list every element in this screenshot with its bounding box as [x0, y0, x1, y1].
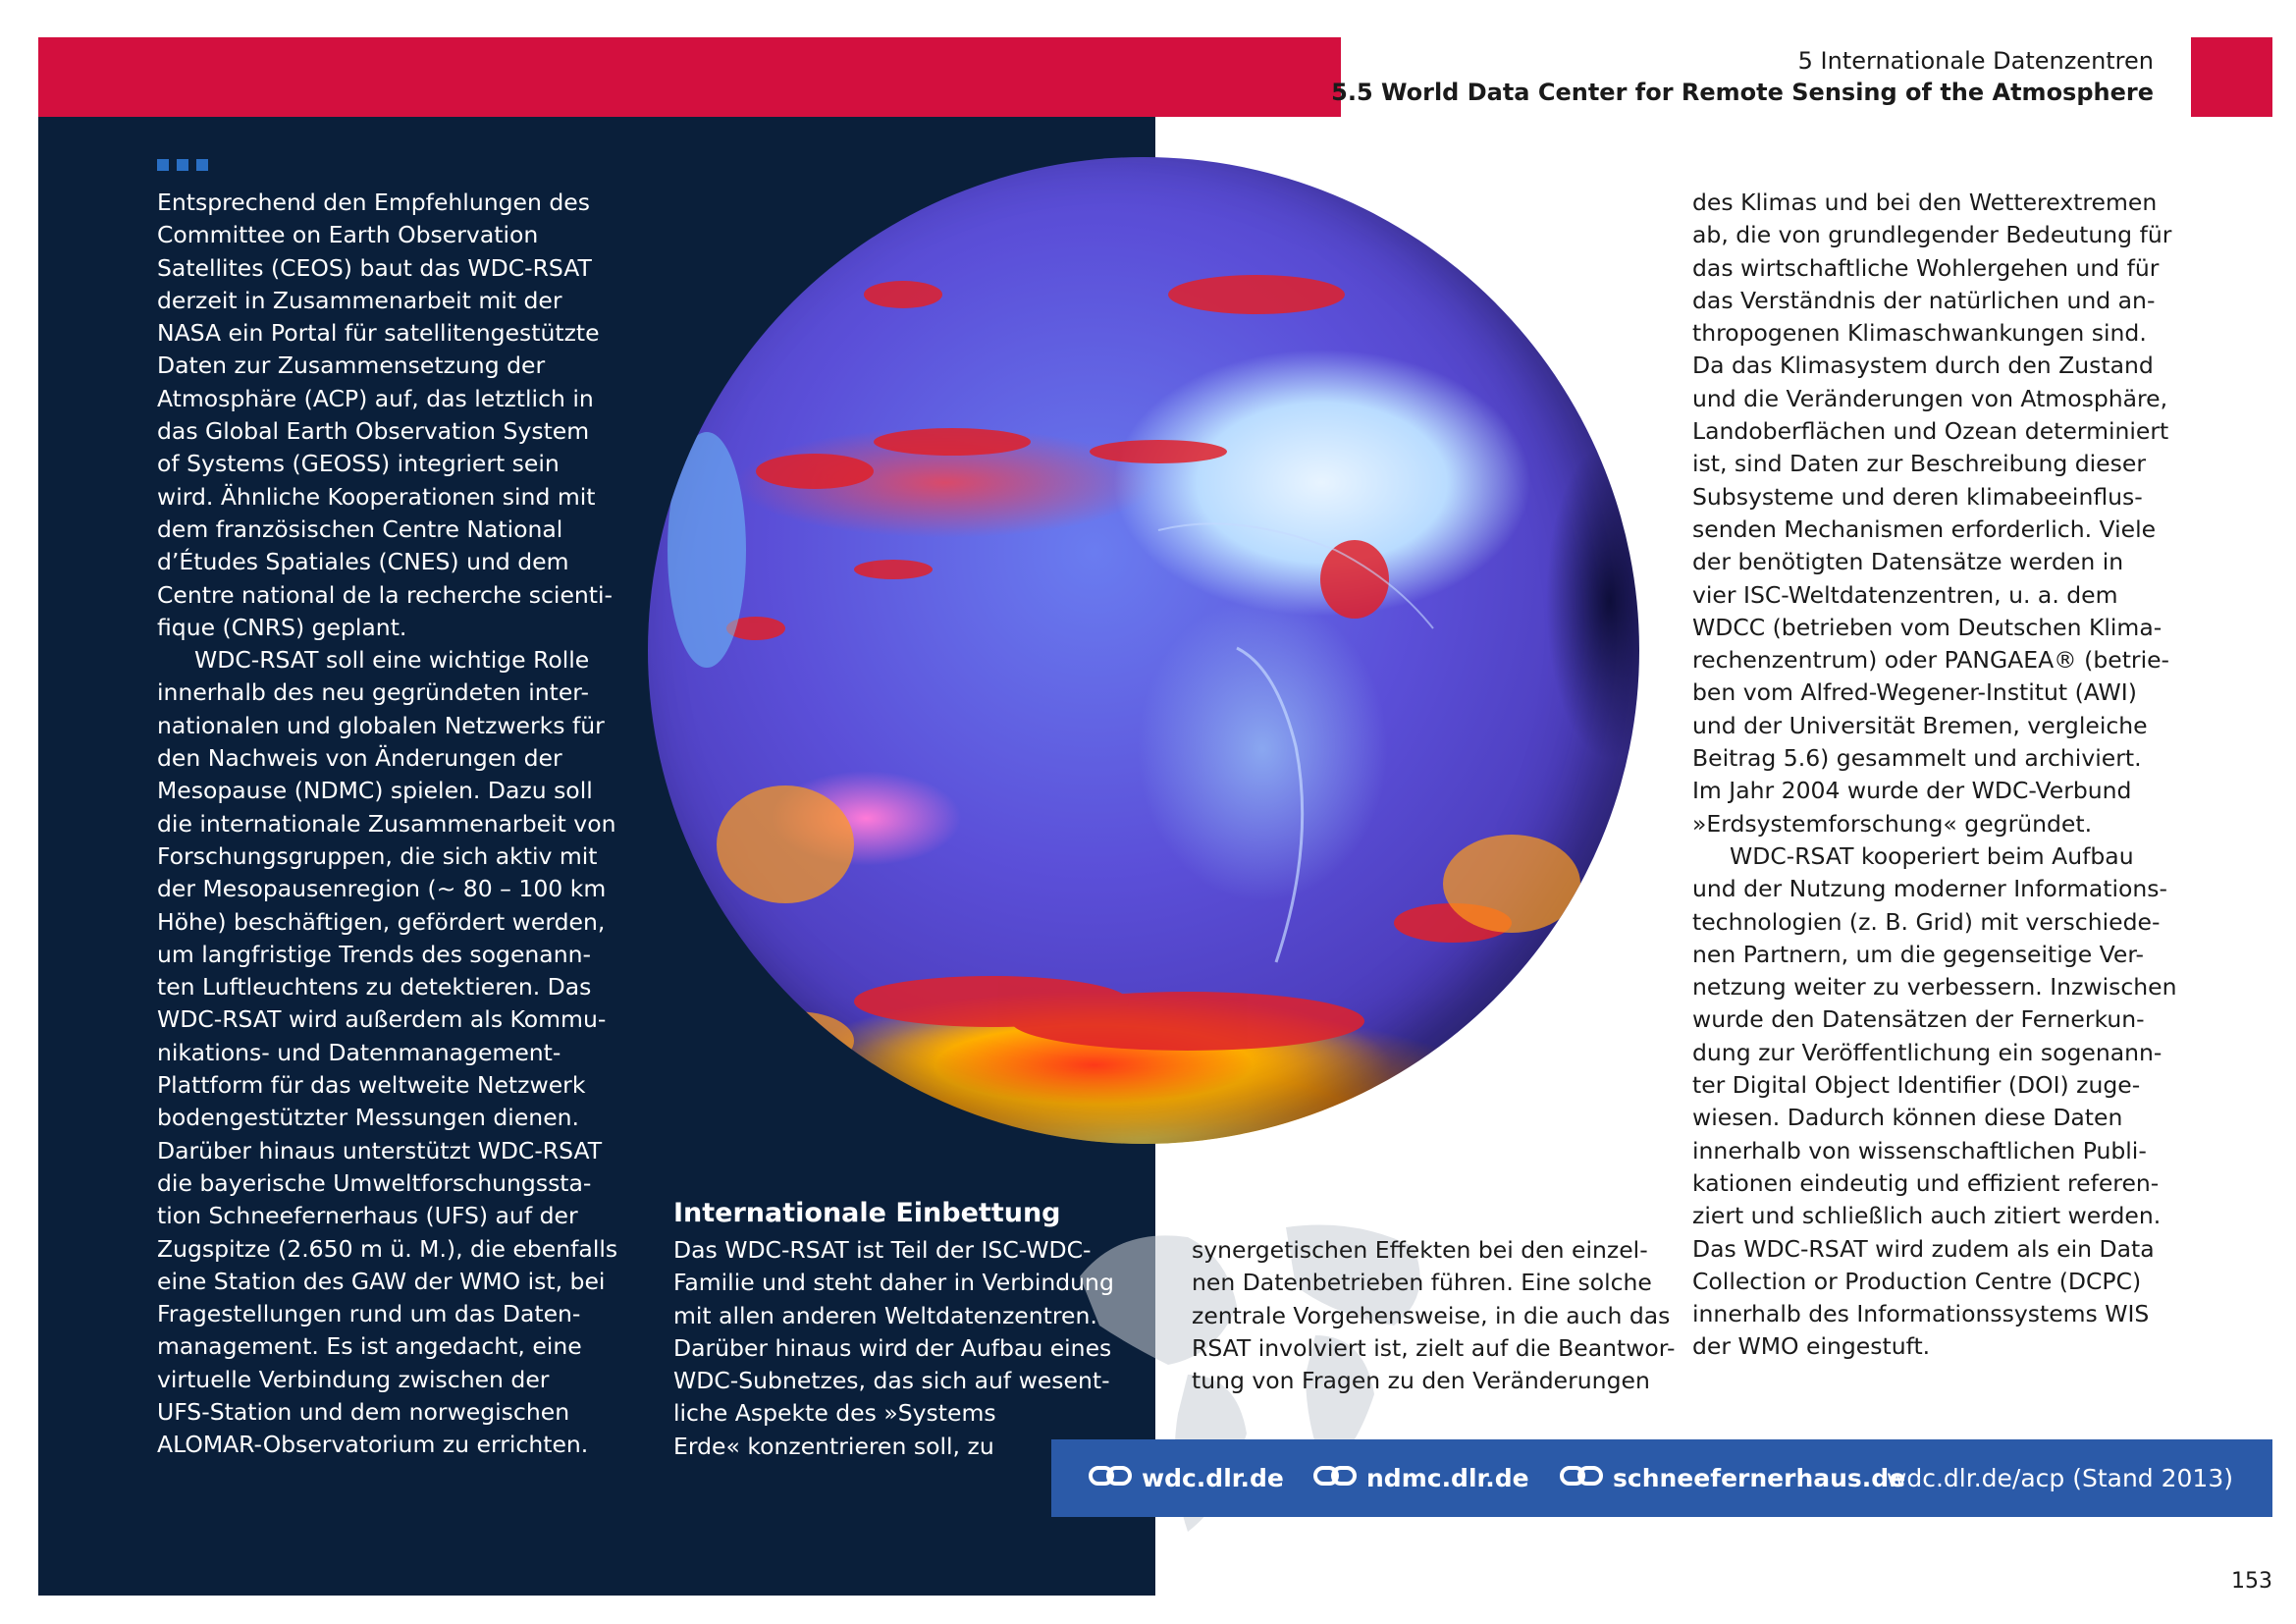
section-marker-dots	[157, 159, 208, 171]
text-line: und der Universität Bremen, vergleiche	[1692, 711, 2148, 739]
text-line: mit allen anderen Weltdatenzentren.	[673, 1301, 1097, 1329]
column-4-text	[1692, 187, 2177, 1364]
text-line: RSAT involviert ist, zielt auf die Beantwor-	[1192, 1333, 1676, 1362]
text-line: Atmosphäre (ACP) auf, das letztlich in	[157, 384, 594, 412]
text-line: Das WDC-RSAT ist Teil der ISC-WDC-	[673, 1236, 1092, 1264]
column-3-text	[1192, 1234, 1675, 1397]
reference-url[interactable]: wdc.dlr.de/acp (Stand 2013)	[1886, 1464, 2233, 1492]
text-line: NASA ein Portal für satellitengestützte	[157, 319, 600, 348]
text-line: Committee on Earth Observation	[157, 221, 539, 249]
text-line: nikations- und Datenmanagement-	[157, 1038, 561, 1066]
text-line: Darüber hinaus unterstützt WDC-RSAT	[157, 1136, 603, 1164]
text-line: und die Veränderungen von Atmosphäre,	[1692, 384, 2168, 412]
text-line: des Klimas und bei den Wetterextremen	[1692, 189, 2158, 216]
text-line: Darüber hinaus wird der Aufbau eines	[673, 1333, 1112, 1362]
text-line: Fragestellungen rund um das Daten-	[157, 1300, 581, 1328]
column-1-text	[157, 187, 617, 1462]
text-line: liche Aspekte des »Systems	[673, 1399, 996, 1428]
link-label[interactable]: ndmc.dlr.de	[1366, 1464, 1529, 1492]
text-line: Satellites (CEOS) baut das WDC-RSAT	[157, 253, 592, 282]
text-line: virtuelle Verbindung zwischen der	[157, 1365, 550, 1393]
text-line: Subsysteme und deren klimabeeinflus-	[1692, 482, 2143, 511]
text-line: »Erdsystemforschung« gegründet.	[1692, 809, 2093, 838]
text-line: Beitrag 5.6) gesammelt und archiviert.	[1692, 744, 2142, 773]
text-line: of Systems (GEOSS) integriert sein	[157, 450, 560, 478]
chain-link-icon	[1313, 1464, 1357, 1493]
text-line: management. Es ist angedacht, eine	[157, 1332, 582, 1361]
marker-dot	[157, 159, 169, 171]
text-line: bodengestützter Messungen dienen.	[157, 1104, 580, 1132]
text-line: derzeit in Zusammenarbeit mit der	[157, 286, 562, 314]
text-line: WDCC (betrieben vom Deutschen Klima-	[1692, 613, 2163, 641]
text-line: d’Études Spatiales (CNES) und dem	[157, 548, 569, 576]
text-line: synergetischen Effekten bei den einzel-	[1192, 1236, 1648, 1264]
text-line: Landoberflächen und Ozean determiniert	[1692, 417, 2169, 446]
chapter-title: 5 Internationale Datenzentren	[1797, 47, 2154, 75]
text-line: zentrale Vorgehensweise, in die auch das	[1192, 1301, 1671, 1329]
link-wdc[interactable]	[1089, 1464, 1284, 1493]
link-label[interactable]: wdc.dlr.de	[1142, 1464, 1284, 1492]
link-label[interactable]: schneefernerhaus.de	[1613, 1464, 1906, 1492]
text-line: Mesopause (NDMC) spielen. Dazu soll	[157, 777, 593, 805]
section-title: 5.5 World Data Center for Remote Sensing of the Atmosphere	[1331, 79, 2154, 106]
paragraph	[1692, 187, 2177, 840]
text-line: ter Digital Object Identifier (DOI) zuge-	[1692, 1071, 2141, 1100]
text-line: ziert und schließlich auch zitiert werden.	[1692, 1202, 2162, 1230]
text-line: vier ISC-Weltdatenzentren, u. a. dem	[1692, 580, 2118, 609]
text-line: innerhalb von wissenschaftlichen Publi-	[1692, 1136, 2147, 1164]
chain-link-icon	[1089, 1464, 1132, 1493]
text-line: ALOMAR-Observatorium zu errichten.	[157, 1431, 589, 1459]
text-line: Entsprechend den Empfehlungen des	[157, 189, 590, 216]
satellite-globe-image	[648, 157, 1639, 1144]
text-line: der Mesopausenregion (~ 80 – 100 km	[157, 875, 607, 903]
link-ndmc[interactable]	[1313, 1464, 1529, 1493]
text-line: Da das Klimasystem durch den Zustand	[1692, 352, 2154, 380]
text-line: Plattform für das weltweite Netzwerk	[157, 1071, 586, 1100]
text-line: wiesen. Dadurch können diese Daten	[1692, 1104, 2123, 1132]
text-line: kationen eindeutig und effizient referen-	[1692, 1168, 2160, 1197]
text-line: Forschungsgruppen, die sich aktiv mit	[157, 841, 598, 870]
text-line: innerhalb des Informationssystems WIS	[1692, 1300, 2150, 1328]
chain-link-icon	[1560, 1464, 1603, 1493]
text-line: thropogenen Klimaschwankungen sind.	[1692, 319, 2147, 348]
text-line: nationalen und globalen Netzwerks für	[157, 711, 605, 739]
paragraph	[157, 187, 617, 644]
text-line: Das WDC-RSAT wird zudem als ein Data	[1692, 1234, 2155, 1263]
text-line: Zugspitze (2.650 m ü. M.), die ebenfalls	[157, 1234, 618, 1263]
text-line: den Nachweis von Änderungen der	[157, 744, 562, 773]
links-bar	[1051, 1439, 2272, 1517]
text-line: Centre national de la recherche scienti-	[157, 580, 614, 609]
subsection-heading: Internationale Einbettung	[673, 1198, 1061, 1228]
link-schneefernerhaus[interactable]	[1560, 1464, 1905, 1493]
text-line: eine Station des GAW der WMO ist, bei	[157, 1267, 606, 1295]
text-line: das Global Earth Observation System	[157, 417, 590, 446]
column-2-text	[673, 1198, 1114, 1463]
text-line: Erde« konzentrieren soll, zu	[673, 1432, 994, 1460]
text-line: das Verständnis der natürlichen und an-	[1692, 286, 2156, 314]
text-line: Höhe) beschäftigen, gefördert werden,	[157, 907, 606, 936]
text-line: tion Schneefernerhaus (UFS) auf der	[157, 1202, 578, 1230]
text-line: WDC-RSAT kooperiert beim Aufbau	[1730, 841, 2134, 870]
text-line: WDC-Subnetzes, das sich auf wesent-	[673, 1367, 1110, 1395]
text-line: WDC-RSAT soll eine wichtige Rolle	[194, 646, 590, 675]
marker-dot	[196, 159, 208, 171]
text-line: rechenzentrum) oder PANGAEA® (betrie-	[1692, 646, 2170, 675]
text-line: Familie und steht daher in Verbindung	[673, 1269, 1114, 1297]
paragraph	[673, 1234, 1114, 1463]
header-red-band	[38, 37, 1341, 117]
text-line: technologien (z. B. Grid) mit verschiede-	[1692, 907, 2161, 936]
text-line: Collection or Production Centre (DCPC)	[1692, 1267, 2142, 1295]
paragraph	[157, 644, 617, 1461]
text-line: innerhalb des neu gegründeten inter-	[157, 678, 589, 707]
text-line: fique (CNRS) geplant.	[157, 613, 407, 641]
paragraph	[1692, 840, 2177, 1364]
header-red-square	[2191, 37, 2272, 117]
text-line: ben vom Alfred-Wegener-Institut (AWI)	[1692, 678, 2137, 707]
text-line: tung von Fragen zu den Veränderungen	[1192, 1367, 1650, 1395]
text-line: nen Datenbetrieben führen. Eine solche	[1192, 1269, 1652, 1297]
text-line: dung zur Veröffentlichung ein sogenann-	[1692, 1038, 2163, 1066]
text-line: senden Mechanismen erforderlich. Viele	[1692, 514, 2157, 543]
text-line: UFS-Station und dem norwegischen	[157, 1397, 570, 1426]
marker-dot	[177, 159, 188, 171]
text-line: ab, die von grundlegender Bedeutung für	[1692, 221, 2172, 249]
text-line: Im Jahr 2004 wurde der WDC-Verbund	[1692, 777, 2132, 805]
text-line: und der Nutzung moderner Informations-	[1692, 875, 2168, 903]
text-line: um langfristige Trends des sogenann-	[157, 940, 591, 968]
page-number: 153	[2231, 1569, 2272, 1594]
text-line: dem französischen Centre National	[157, 514, 563, 543]
text-line: der WMO eingestuft.	[1692, 1332, 1931, 1361]
text-line: wird. Ähnliche Kooperationen sind mit	[157, 482, 596, 511]
text-line: die internationale Zusammenarbeit von	[157, 809, 616, 838]
text-line: das wirtschaftliche Wohlergehen und für	[1692, 253, 2160, 282]
text-line: nen Partnern, um die gegenseitige Ver-	[1692, 940, 2144, 968]
text-line: ten Luftleuchtens zu detektieren. Das	[157, 973, 592, 1001]
text-line: die bayerische Umweltforschungssta-	[157, 1168, 592, 1197]
text-line: ist, sind Daten zur Beschreibung dieser	[1692, 450, 2147, 478]
text-line: netzung weiter zu verbessern. Inzwischen	[1692, 973, 2177, 1001]
text-line: der benötigten Datensätze werden in	[1692, 548, 2124, 576]
text-line: Daten zur Zusammensetzung der	[157, 352, 546, 380]
text-line: WDC-RSAT wird außerdem als Kommu-	[157, 1005, 607, 1034]
text-line: wurde den Datensätzen der Fernerkun-	[1692, 1005, 2145, 1034]
paragraph	[1192, 1234, 1675, 1397]
